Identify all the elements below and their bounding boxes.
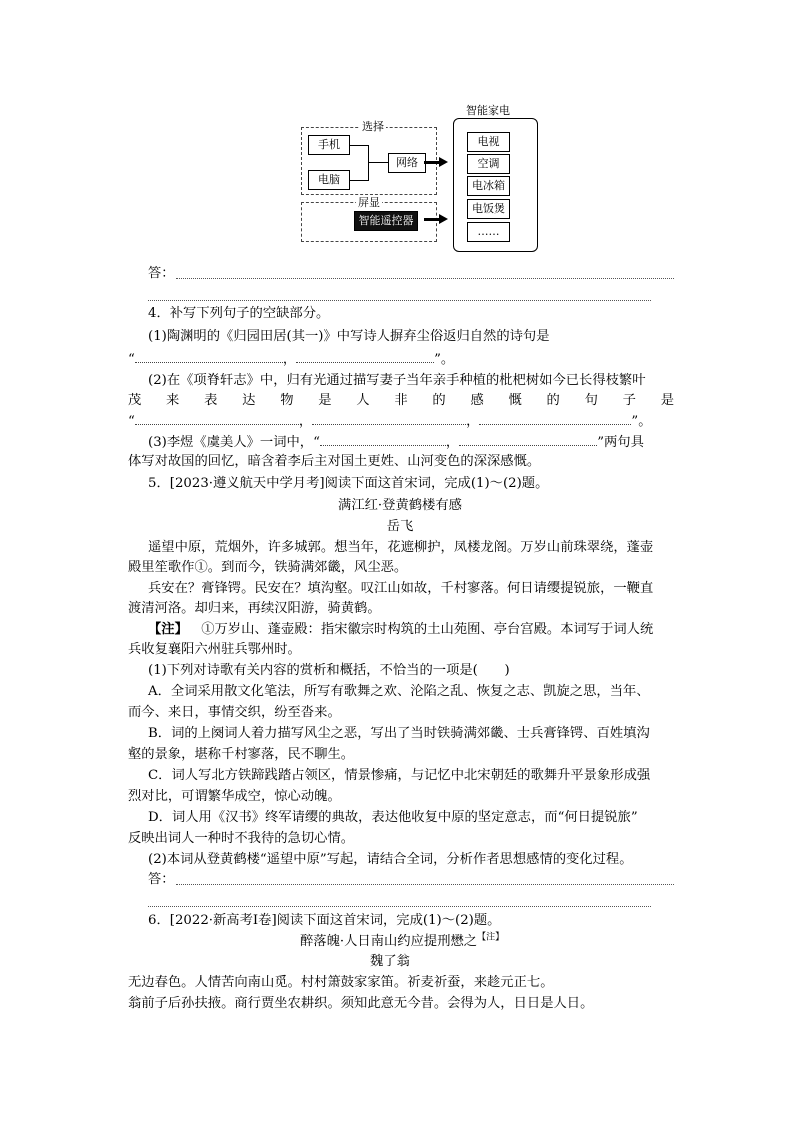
arrow-shaft (424, 218, 439, 221)
blank[interactable] (296, 349, 434, 363)
q5-author: 岳飞 (386, 519, 414, 534)
blank[interactable] (135, 349, 283, 363)
q6-poem-line: 翁前子后孙扶掖。商行贾坐农耕织。须知此意无今昔。会得为人，日日是人日。 (128, 996, 594, 1011)
arrow-right-icon (439, 157, 448, 167)
blank[interactable] (312, 411, 466, 425)
network-box: 网络 (388, 153, 426, 173)
q5-title: 5．[2023·遵义航天中学月考]阅读下面这首宋词，完成(1)～(2)题。 (148, 476, 549, 491)
q4-s3-text: (3)李煜《虞美人》一词中，“ (148, 435, 320, 450)
q5-note (148, 620, 653, 640)
q4-s1-text: (1)陶渊明的《归园田居(其一)》中写诗人摒弃尘俗返归自然的诗句是 (148, 329, 550, 344)
arrow-shaft (424, 161, 439, 164)
phone-box: 手机 (308, 135, 350, 155)
comma: ， (282, 352, 297, 367)
q4-s2-text: (2)在《项脊轩志》中，归有光通过描写妻子当年亲手种植的枇杷树如今已长得枝繁叶 (148, 373, 646, 388)
answer-label: 答： (148, 872, 175, 887)
remote-box: 智能遥控器 (354, 211, 418, 231)
q4-s1-blanks (128, 349, 454, 370)
arrow-right-icon (439, 214, 448, 224)
answer-line[interactable] (148, 300, 651, 301)
q6-author: 魏了翁 (370, 954, 410, 969)
q4-s2-blanks (128, 411, 652, 432)
comma: ， (298, 414, 313, 429)
q6-poem-title: 醉落魄·人日南山约应提刑懋之 (300, 934, 478, 949)
q6-poem-title-row (300, 932, 504, 952)
answer-line[interactable] (148, 906, 651, 907)
appliance-cooker: 电饭煲 (467, 199, 510, 219)
option-b-cont: 壑的景象，堪称千村寥落，民不聊生。 (128, 747, 355, 762)
q5-poem-line: 殿里笙歌作①。到而今，铁骑满郊畿，风尘恶。 (128, 560, 408, 575)
q4-title: 4．补写下列句子的空缺部分。 (148, 306, 330, 321)
connector-line (349, 180, 368, 181)
q5-poem-title: 满江红·登黄鹤楼有感 (338, 498, 462, 513)
option-d[interactable]: D．词人用《汉书》终军请缨的典故，表达他收复中原的坚定意志，而“何日提锐旅” (148, 810, 638, 825)
q5-poem-line: 渡清河洛。却归来，再续汉阳游，骑黄鹤。 (128, 601, 381, 616)
blank[interactable] (320, 432, 446, 446)
appliance-fridge: 电冰箱 (467, 176, 510, 196)
blank[interactable] (459, 432, 597, 446)
option-c-cont: 烈对比，可谓繁华成空，惊心动魄。 (128, 789, 341, 804)
q6-poem-line: 无边春色。人情苦向南山觅。村村箫鼓家家笛。祈麦祈蚕，来趁元正七。 (128, 975, 554, 990)
option-a[interactable]: A．全词采用散文化笔法，所写有歌舞之欢、沦陷之乱、恢复之志、凯旋之思，当年、 (148, 684, 650, 699)
appliances-title: 智能家电 (466, 104, 510, 117)
connector-line (349, 145, 368, 146)
quote-open: “ (128, 414, 135, 429)
option-b[interactable]: B．词的上阕词人着力描写风尘之恶，写出了当时铁骑满郊畿、士兵膏锋锷、百姓填沟 (148, 726, 650, 741)
comma: ， (445, 435, 460, 450)
q6-poem-title-note: 【注】 (477, 932, 505, 943)
connector-line (368, 162, 388, 163)
q4-s2-text-justified: 茂来表达物是人非的感慨的句子是 (128, 393, 674, 408)
quote-close: ”。 (434, 352, 455, 367)
blank[interactable] (479, 411, 631, 425)
quote-open: “ (128, 352, 135, 367)
connector-line (368, 145, 369, 181)
computer-box: 电脑 (308, 170, 350, 190)
blank[interactable] (135, 411, 299, 425)
q4-s3-end: ”两句具 (597, 435, 644, 450)
q6-title: 6．[2022·新高考Ⅰ卷]阅读下面这首宋词，完成(1)～(2)题。 (148, 913, 501, 928)
option-a-cont: 而今、来日，事情交织，纷至沓来。 (128, 705, 341, 720)
answer-line[interactable] (176, 884, 674, 885)
appliance-ac: 空调 (467, 154, 510, 174)
answer-line[interactable] (176, 278, 674, 279)
q5-note-cont: 兵收复襄阳六州驻兵鄂州时。 (128, 642, 301, 657)
note-label: 【注】 (148, 622, 188, 637)
note-text: ①万岁山、蓬壶殿：指宋徽宗时构筑的土山苑囿、亭台宫殿。本词写于词人统 (201, 622, 654, 637)
q5-sub1: (1)下列对诗歌有关内容的赏析和概括，不恰当的一项是( ) (148, 663, 510, 678)
select-label: 选择 (362, 120, 384, 133)
q5-poem-line: 遥望中原，荒烟外，许多城郭。想当年，花遮柳护，凤楼龙阁。万岁山前珠翠绕，蓬壶 (148, 540, 654, 555)
option-d-cont: 反映出词人一种时不我待的急切心情。 (128, 831, 355, 846)
q4-s3-blanks (148, 432, 644, 453)
answer-label: 答： (148, 266, 175, 281)
appliance-tv: 电视 (467, 132, 510, 152)
q5-sub2: (2)本词从登黄鹤楼“遥望中原”写起，请结合全词，分析作者思想感情的变化过程。 (148, 852, 633, 867)
appliance-more: …… (467, 222, 510, 242)
quote-close: ”。 (631, 414, 652, 429)
comma: ， (466, 414, 480, 429)
q5-poem-line: 兵安在？膏锋锷。民安在？填沟壑。叹江山如故，千村寥落。何日请缨提锐旅，一鞭直 (148, 581, 654, 596)
q4-s3-text-2: 体写对故国的回忆，暗含着李后主对国土更姓、山河变色的深深感慨。 (128, 454, 541, 469)
screen-label: 屏显 (358, 196, 380, 209)
option-c[interactable]: C．词人写北方铁蹄践踏占领区，情景惨痛，与记忆中北宋朝廷的歌舞升平景象形成强 (148, 768, 651, 783)
